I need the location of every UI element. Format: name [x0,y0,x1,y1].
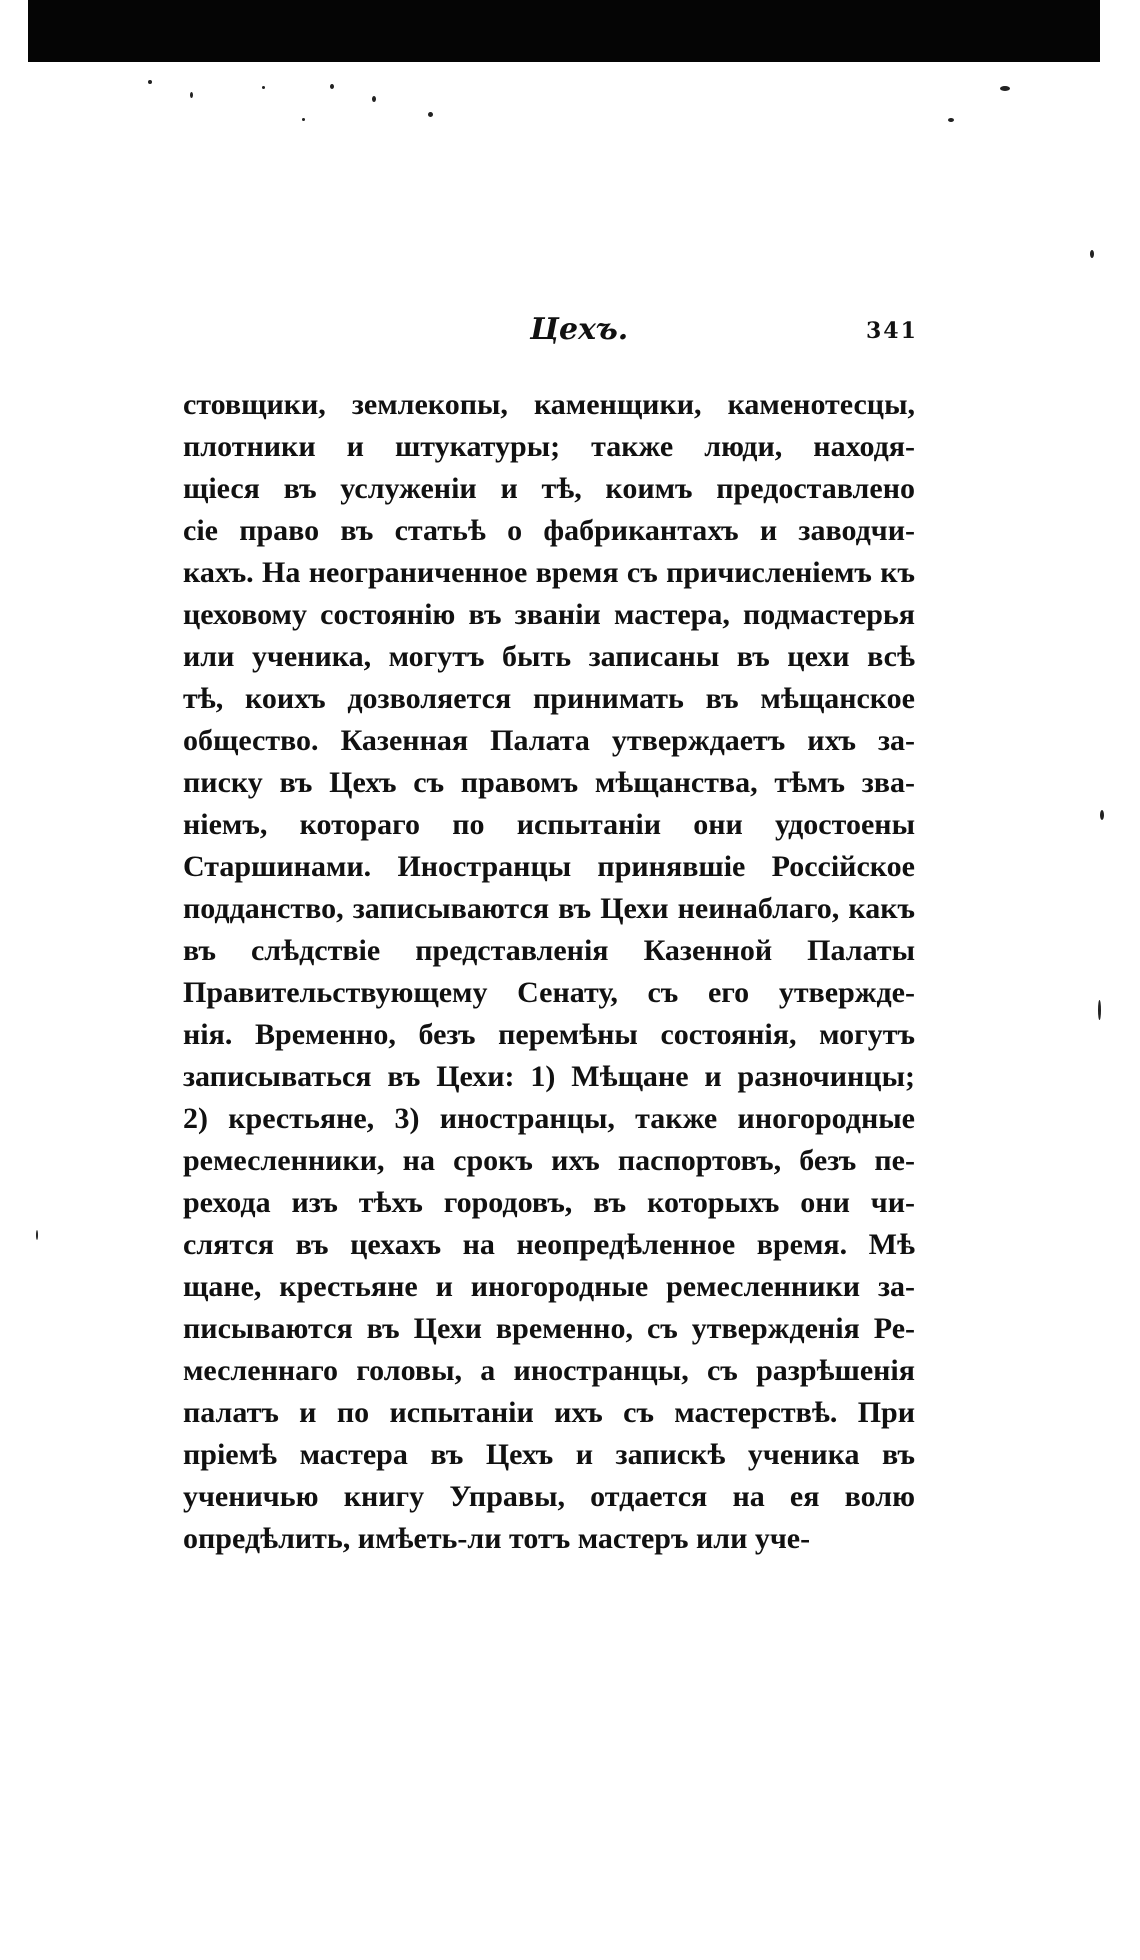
text-line: сіе право въ статьѣ о фабрикантахъ и заводчи- [183,514,915,547]
scan-speck [262,86,265,89]
scan-speck [330,84,334,89]
text-line: писываются въ Цехи временно, съ утвержденія Ре- [183,1312,915,1345]
scan-speck [190,92,193,98]
scan-speck [1098,1000,1101,1020]
text-line: пріемѣ мастера въ Цехъ и запискѣ ученика въ [183,1438,915,1471]
text-line: цеховому состоянію въ званіи мастера, подмастерья [183,598,915,631]
text-line: рехода изъ тѣхъ городовъ, въ которыхъ они чи- [183,1186,915,1219]
scan-speck [1100,810,1104,820]
text-line: общество. Казенная Палата утверждаетъ ихъ за- [183,724,915,757]
text-line: записываться въ Цехи: 1) Мѣщане и разночинцы; [183,1060,915,1093]
page-number: 341 [866,318,918,344]
text-line: щане, крестьяне и иногородные ремесленники за- [183,1270,915,1303]
text-line: палатъ и по испытаніи ихъ съ мастерствѣ. При [183,1396,915,1429]
scan-speck [148,80,152,84]
text-line: слятся въ цехахъ на неопредѣленное время. Мѣ [183,1228,915,1261]
text-line: ученичью книгу Управы, отдается на ея волю [183,1480,915,1513]
text-line: въ слѣдствіе представленія Казенной Палаты [183,934,915,967]
text-line: стовщики, землекопы, каменщики, каменотесцы, [183,388,915,421]
text-line: Старшинами. Иностранцы принявшіе Россійское [183,850,915,883]
scan-speck [948,118,954,122]
text-line: Правительствующему Сенату, съ его утвержде- [183,976,915,1009]
scan-speck [1090,250,1094,258]
text-line: тѣ, коихъ дозволяется принимать въ мѣщанское [183,682,915,715]
scan-speck [428,112,433,117]
text-line: нія. Временно, безъ перемѣны состоянія, могутъ [183,1018,915,1051]
text-line: ремесленники, на срокъ ихъ паспортовъ, безъ пе- [183,1144,915,1177]
running-head: Цехъ. [530,312,629,347]
text-line: кахъ. На неограниченное время съ причисленіемъ къ [183,556,915,589]
text-line: писку въ Цехъ съ правомъ мѣщанства, тѣмъ зва- [183,766,915,799]
text-line: месленнаго головы, а иностранцы, съ разрѣшенія [183,1354,915,1387]
scan-speck [1000,86,1010,91]
scan-speck [372,96,376,102]
text-line: или ученика, могутъ быть записаны въ цехи всѣ [183,640,915,673]
text-line: плотники и штукатуры; также люди, находя- [183,430,915,463]
text-line: щіеся въ услуженіи и тѣ, коимъ предоставлено [183,472,915,505]
scan-edge-bar [28,0,1100,62]
text-line: 2) крестьяне, 3) иностранцы, также иногородные [183,1102,915,1135]
text-line: опредѣлить, имѣеть-ли тотъ мастеръ или уче- [183,1522,811,1555]
scan-speck [36,1230,38,1240]
text-line: ніемъ, котораго по испытаніи они удостоены [183,808,915,841]
scan-speck [302,118,305,121]
body-text [183,384,915,1560]
text-line: подданство, записываются въ Цехи неинаблаго, какъ [183,892,915,925]
